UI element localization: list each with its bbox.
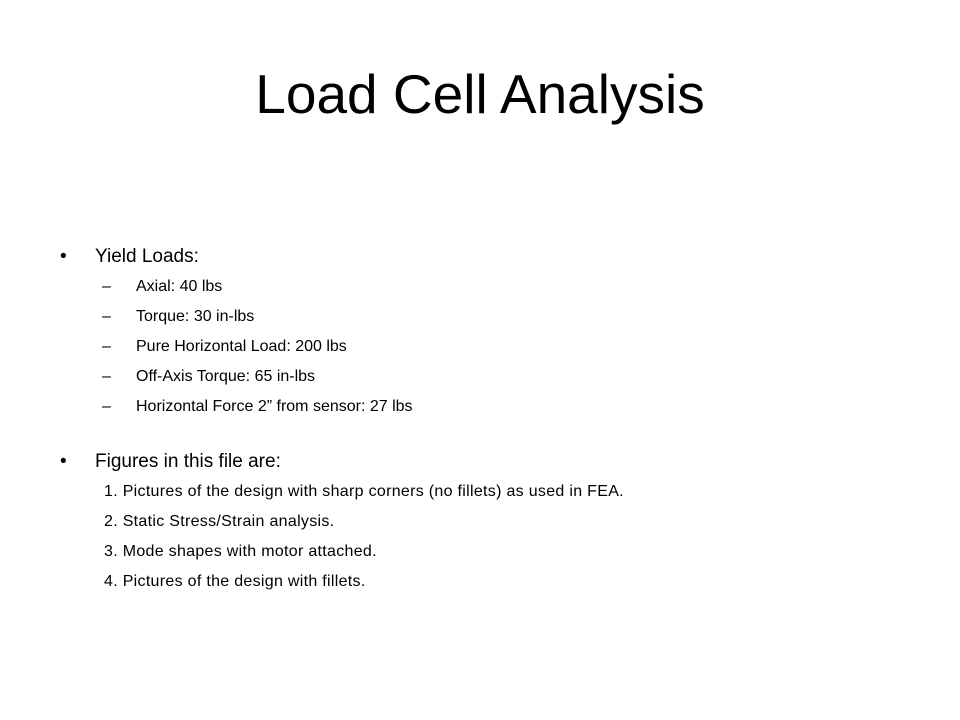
bullet-mark: • [60,246,67,267]
bullet-mark: • [60,451,67,472]
yield-load-text: Axial: 40 lbs [136,278,223,295]
figures-item-4: 4. Pictures of the design with fillets. [104,573,366,590]
figures-item-1: 1. Pictures of the design with sharp corners (no fillets) as used in FEA. [104,483,624,500]
yield-loads-heading: Yield Loads: [95,246,199,267]
yield-load-text: Pure Horizontal Load: 200 lbs [136,338,347,355]
dash-mark: – [102,308,111,325]
yield-load-text: Torque: 30 in-lbs [136,308,255,325]
dash-mark: – [102,398,111,415]
list-item [60,392,920,422]
yield-loads-heading-row [60,242,920,272]
yield-load-text: Horizontal Force 2” from sensor: 27 lbs [136,398,413,415]
section-spacer [60,422,920,447]
dash-mark: – [102,338,111,355]
yield-loads-section [60,242,920,422]
yield-loads-list [60,272,920,422]
figures-heading: Figures in this file are: [95,451,281,472]
list-item [60,332,920,362]
slide-content [60,242,920,597]
figures-item-3: 3. Mode shapes with motor attached. [104,543,377,560]
dash-mark: – [102,368,111,385]
list-item [60,302,920,332]
figures-heading-row [60,447,920,477]
figures-item-2: 2. Static Stress/Strain analysis. [104,513,335,530]
list-item [60,362,920,392]
slide-title: Load Cell Analysis [255,63,705,125]
list-item [60,272,920,302]
dash-mark: – [102,278,111,295]
figures-section [60,447,920,597]
yield-load-text: Off-Axis Torque: 65 in-lbs [136,368,316,385]
